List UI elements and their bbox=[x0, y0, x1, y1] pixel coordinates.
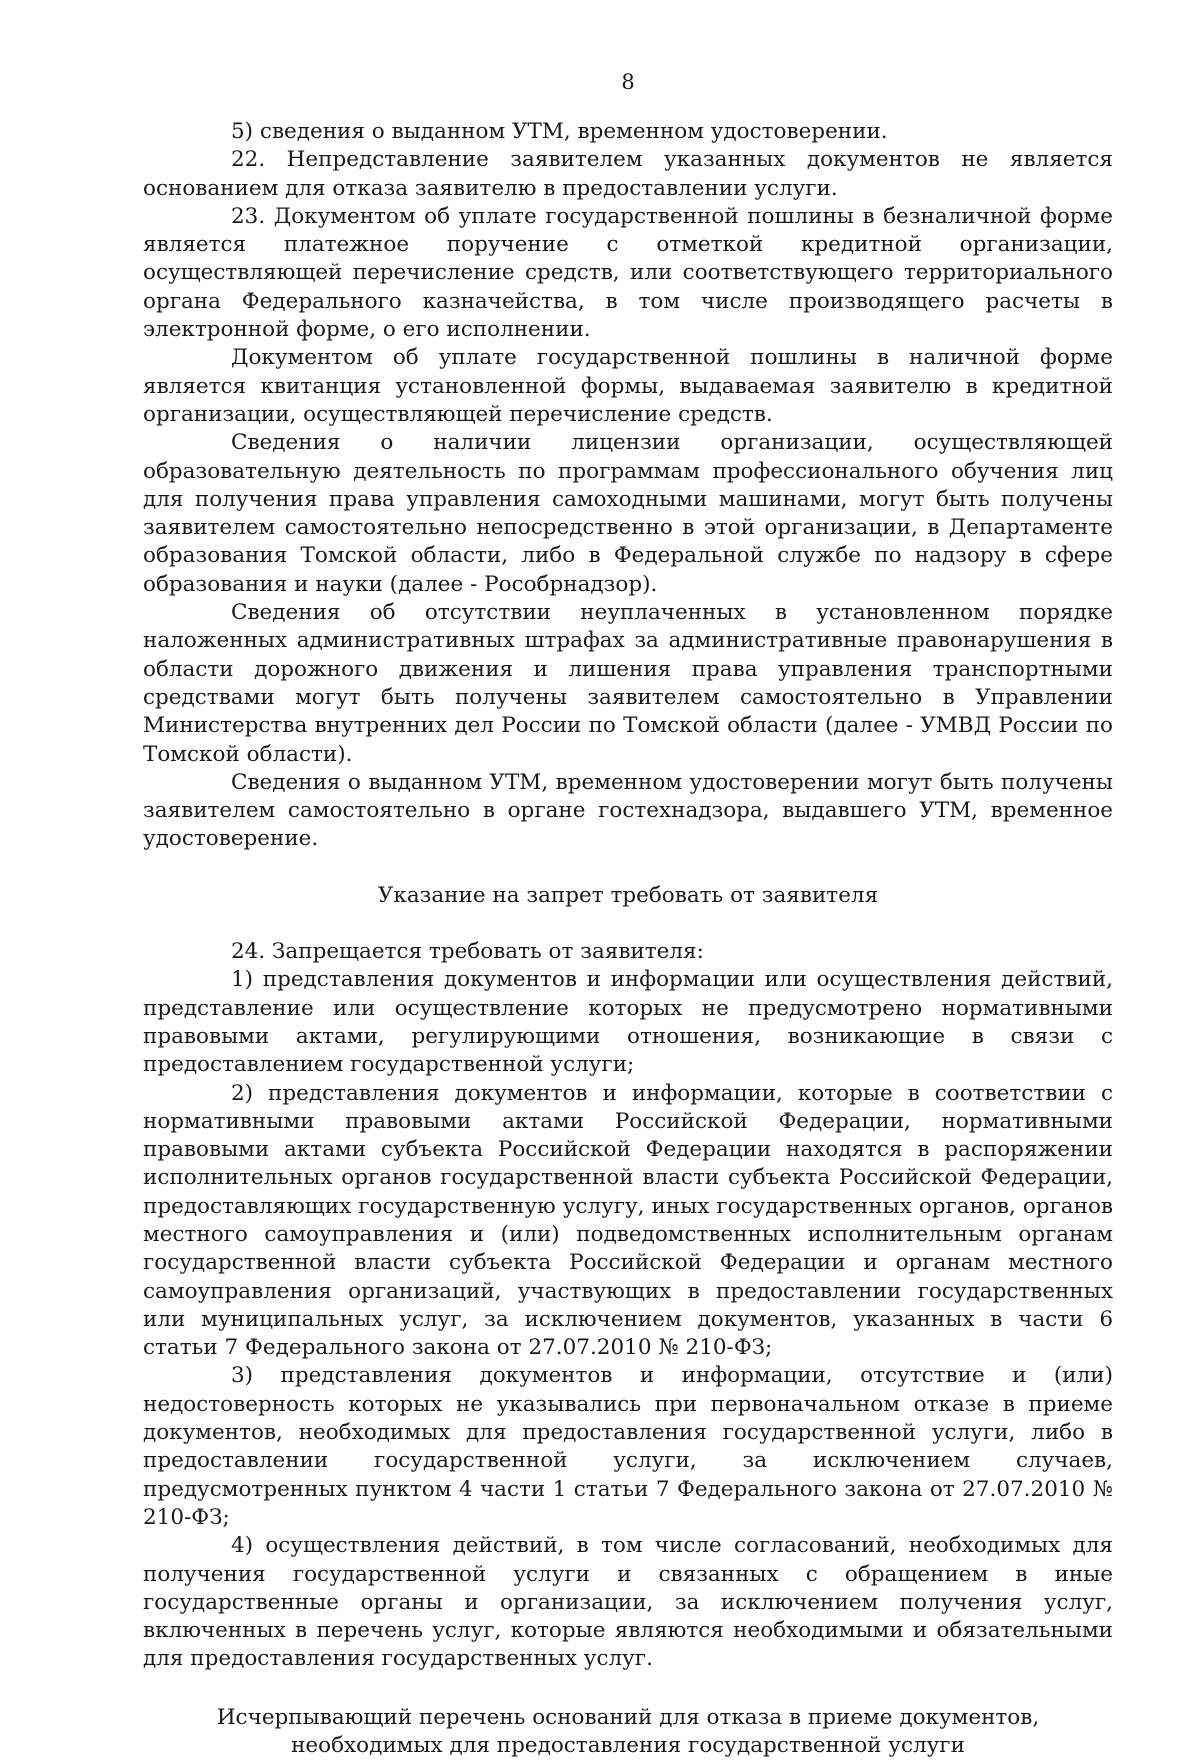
list-item-4: 4) осуществления действий, в том числе согласований, необходимых для получения государственной услуги и связанных с обращением в иные государственные органы и организации, за исключением получения услуг, включенных в перечень услуг, которые являются необходимыми и обязательными для предоставления государственных услуг. bbox=[143, 1533, 1113, 1672]
list-item-1: 1) представления документов и информации или осуществления действий, представление или осуществление которых не предусмотрено нормативными правовыми актами, регулирующими отношения, возникающие в связи с предоставлением государственной услуги; bbox=[143, 967, 1113, 1078]
list-item-2: 2) представления документов и информации, которые в соответствии с нормативными правовыми актами Российской Федерации, нормативными правовыми актами субъекта Российской Федерации находятся в распоряжении исполнительных органов государственной власти субъекта Российской Федерации, предоставляющих государственную услугу, иных государственных органов, органов местного самоуправления и (или) подведомственных исполнительным органам государственной власти субъекта Российской Федерации и органам местного самоуправления организаций, участвующих в предоставлении государственных или муниципальных услуг, за исключением документов, указанных в части 6 статьи 7 Федерального закона от 27.07.2010 № 210-ФЗ; bbox=[143, 1080, 1113, 1361]
paragraph-23: 23. Документом об уплате государственной пошлины в безналичной форме является платежное поручение с отметкой кредитной организации, осуществляющей перечисление средств, или соответствующего территориального органа Федерального казначейства, в том числе производящего расчеты в электронной форме, о его исполнении. bbox=[143, 203, 1113, 343]
document-page bbox=[143, 70, 1113, 1760]
paragraph-fines-info: Сведения об отсутствии неуплаченных в установленном порядке наложенных административных штрафах за административные правонарушения в области дорожного движения и лишения права управления транспортными средствами могут быть получены заявителем самостоятельно в Управлении Министерства внутренних дел России по Томской области (далее - УМВД России по Томской области). bbox=[143, 600, 1113, 767]
paragraph-24: 24. Запрещается требовать от заявителя: bbox=[231, 939, 704, 965]
paragraph-22: 22. Непредставление заявителем указанных документов не является основанием для отказа заявителю в предоставлении услуги. bbox=[143, 147, 1113, 201]
page-number: 8 bbox=[621, 70, 635, 94]
section-heading-refusal-grounds: Исчерпывающий перечень оснований для отказа в приеме документов, необходимых для предоставления государственной услуги bbox=[216, 1704, 1040, 1759]
paragraph-license-info: Сведения о наличии лицензии организации, осуществляющей образовательную деятельность по программам профессионального обучения лиц для получения права управления самоходными машинами, могут быть получены заявителем самостоятельно непосредственно в этой организации, в Департаменте образования Томской области, либо в Федеральной службе по надзору в сфере образования и науки (далее - Рособрнадзор). bbox=[143, 430, 1113, 597]
section-heading-prohibition: Указание на запрет требовать от заявителя bbox=[377, 882, 879, 908]
paragraph-cash-payment: Документом об уплате государственной пошлины в наличной форме является квитанция установленной формы, выдаваемая заявителю в кредитной организации, осуществляющей перечисление средств. bbox=[143, 345, 1113, 427]
paragraph-item-5: 5) сведения о выданном УТМ, временном удостоверении. bbox=[231, 119, 888, 144]
list-item-3: 3) представления документов и информации, отсутствие и (или) недостоверность которых не указывались при первоначальном отказе в приеме документов, необходимых для предоставления государственной услуги, либо в предоставлении государственной услуги, за исключением случаев, предусмотренных пунктом 4 части 1 статьи 7 Федерального закона от 27.07.2010 № 210-ФЗ; bbox=[143, 1363, 1113, 1530]
paragraph-utm-info: Сведения о выданном УТМ, временном удостоверении могут быть получены заявителем самостоятельно в органе гостехнадзора, выдавшего УТМ, временное удостоверение. bbox=[143, 769, 1113, 852]
